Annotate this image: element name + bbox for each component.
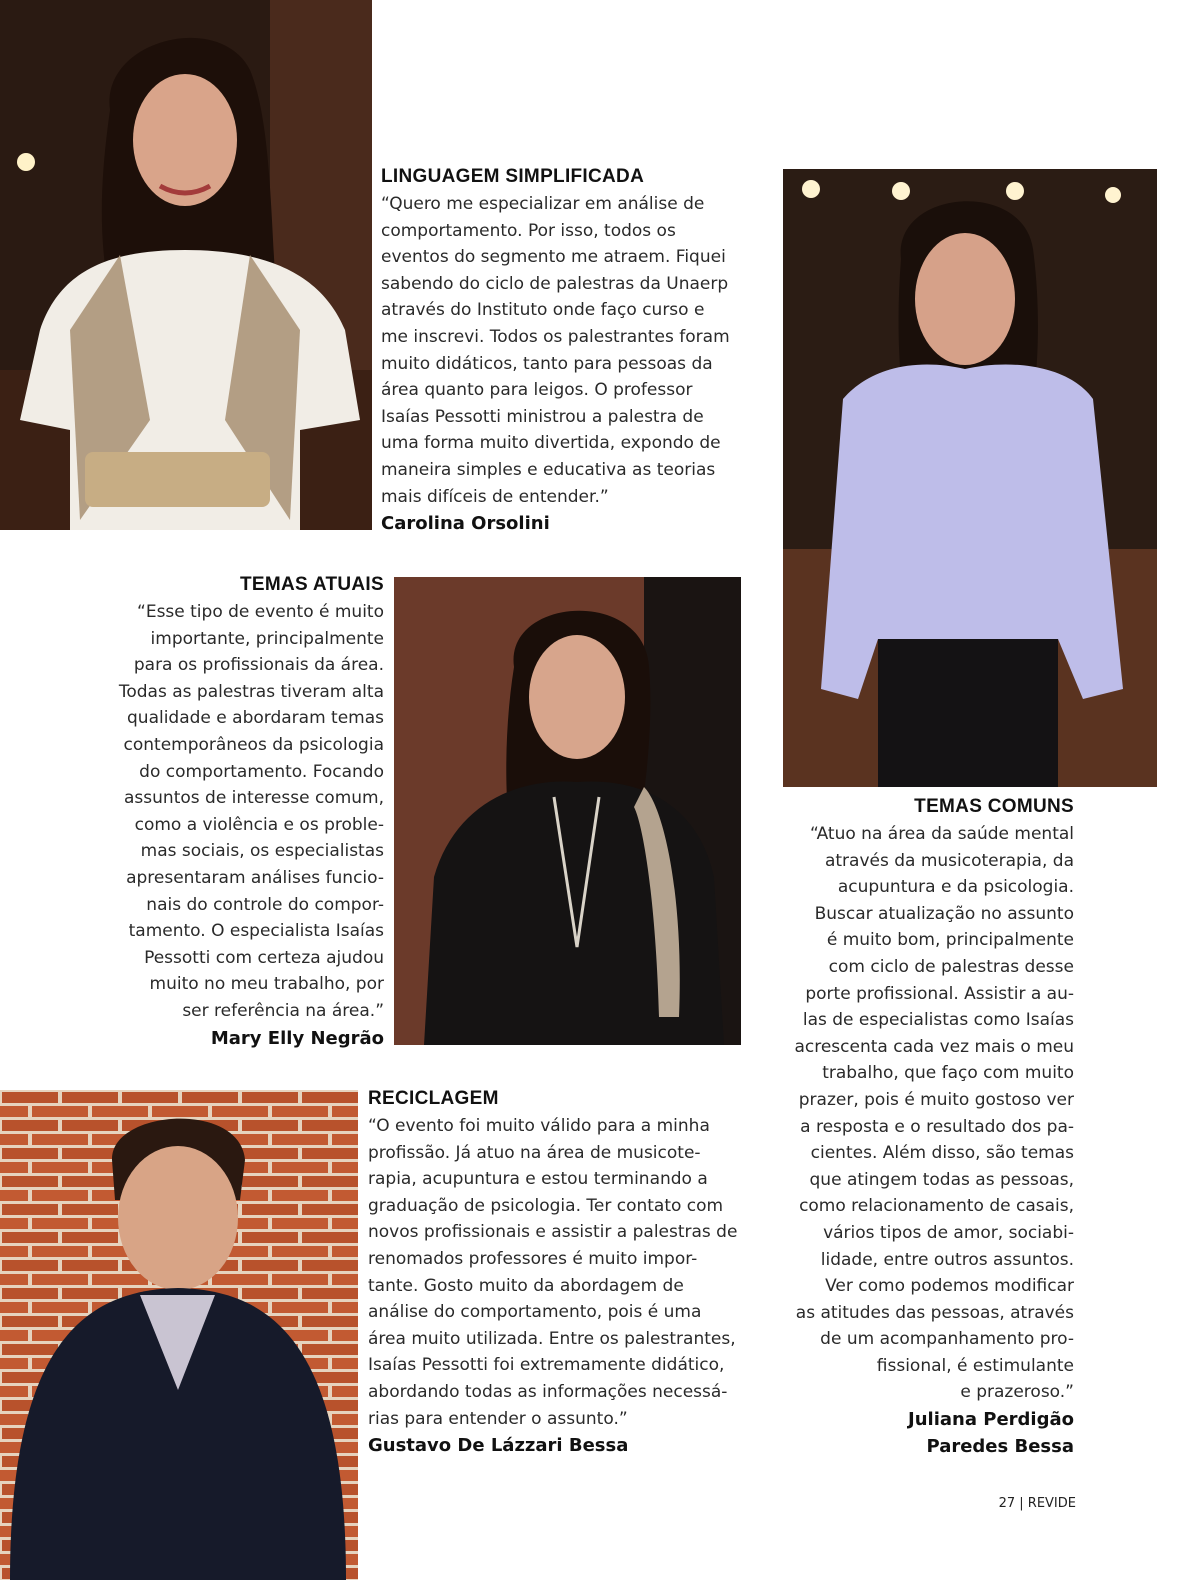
quote-line: nais do controle do compor- xyxy=(146,894,384,915)
quote-carolina-orsolini xyxy=(381,191,751,510)
quote-line: mas sociais, os especialistas xyxy=(140,841,384,862)
quote-line: de um acompanhamento pro- xyxy=(820,1329,1074,1350)
quote-line: como a violência e os proble- xyxy=(134,814,384,835)
quote-line: renomados professores é muito impor- xyxy=(368,1248,698,1269)
quote-line: área quanto para leigos. O professor xyxy=(381,380,693,401)
quote-line: las de especialistas como Isaías xyxy=(802,1010,1074,1031)
article-temas-comuns xyxy=(760,795,1074,1460)
quote-line: é muito bom, principalmente xyxy=(826,930,1074,951)
quote-line: “Esse tipo de evento é muito xyxy=(137,602,384,622)
quote-line: graduação de psicologia. Ter contato com xyxy=(368,1195,724,1216)
heading-temas-atuais: TEMAS ATUAIS xyxy=(240,574,384,595)
quote-line: através da musicoterapia, da xyxy=(824,850,1074,871)
heading-reciclagem: RECICLAGEM xyxy=(368,1088,499,1109)
quote-line: tante. Gosto muito da abordagem de xyxy=(368,1275,684,1296)
quote-line: Todas as palestras tiveram alta xyxy=(118,681,384,702)
quote-line: comportamento. Por isso, todos os xyxy=(381,220,676,241)
quote-line: vários tipos de amor, sociabi- xyxy=(823,1222,1074,1243)
quote-line: prazer, pois é muito gostoso ver xyxy=(798,1089,1074,1110)
quote-line: fissional, é estimulante xyxy=(876,1355,1074,1376)
quote-line: acrescenta cada vez mais o meu xyxy=(794,1036,1074,1057)
quote-line: trabalho, que faço com muito xyxy=(822,1063,1074,1084)
quote-line: muito no meu trabalho, por xyxy=(149,974,384,995)
author-line: Carolina Orsolini xyxy=(381,513,550,535)
quote-line: cientes. Além disso, são temas xyxy=(810,1143,1074,1164)
heading-temas-comuns: TEMAS COMUNS xyxy=(914,796,1074,817)
quote-line: análise do comportamento, pois é uma xyxy=(368,1302,702,1323)
quote-line: me inscrevi. Todos os palestrantes foram xyxy=(381,326,730,347)
quote-line: maneira simples e educativa as teorias xyxy=(381,459,716,480)
quote-gustavo-bessa xyxy=(368,1113,768,1432)
author-line: Mary Elly Negrão xyxy=(210,1027,384,1049)
quote-line: Buscar atualização no assunto xyxy=(814,903,1074,924)
quote-line: assuntos de interesse comum, xyxy=(124,788,384,809)
author-line: Juliana Perdigão xyxy=(908,1409,1074,1431)
quote-line: importante, principalmente xyxy=(150,628,384,649)
quote-line: rapia, acupuntura e estou terminando a xyxy=(368,1169,708,1190)
quote-line: profissão. Já atuo na área de musicote- xyxy=(368,1142,701,1163)
quote-line: lidade, entre outros assuntos. xyxy=(820,1249,1074,1270)
quote-line: Isaías Pessotti ministrou a palestra de xyxy=(381,406,704,427)
quote-line: que atingem todas as pessoas, xyxy=(809,1169,1074,1190)
quote-line: rias para entender o assunto.” xyxy=(368,1408,628,1429)
heading-linguagem-simplificada: LINGUAGEM SIMPLIFICADA xyxy=(381,166,645,187)
quote-line: eventos do segmento me atraem. Fiquei xyxy=(381,247,726,268)
quote-line: Ver como podemos modificar xyxy=(825,1276,1074,1297)
author-gustavo-bessa xyxy=(368,1432,768,1459)
photo-juliana-perdigao xyxy=(783,169,1157,787)
article-linguagem-simplificada xyxy=(381,165,751,537)
quote-line: novos profissionais e assistir a palestras de xyxy=(368,1222,738,1243)
quote-line: apresentaram análises funcio- xyxy=(126,867,384,888)
quote-line: com ciclo de palestras desse xyxy=(828,956,1074,977)
quote-line: ser referência na área.” xyxy=(182,1000,384,1021)
quote-mary-elly-negrao xyxy=(90,599,384,1025)
quote-line: “Quero me especializar em análise de xyxy=(381,194,705,214)
quote-line: Isaías Pessotti foi extremamente didático, xyxy=(368,1355,725,1376)
quote-line: do comportamento. Focando xyxy=(139,761,384,782)
author-line: Gustavo De Lázzari Bessa xyxy=(368,1435,629,1457)
page-number: 27 xyxy=(998,1496,1016,1511)
quote-line: mais difíceis de entender.” xyxy=(381,486,609,507)
quote-line: Pessotti com certeza ajudou xyxy=(144,947,384,968)
photo-carolina-orsolini xyxy=(0,0,372,530)
article-temas-atuais xyxy=(90,573,384,1052)
photo-gustavo-bessa xyxy=(0,1090,358,1580)
quote-line: a resposta e o resultado dos pa- xyxy=(800,1116,1074,1137)
quote-line: através do Instituto onde faço curso e xyxy=(381,300,705,321)
quote-line: as atitudes das pessoas, através xyxy=(795,1302,1074,1323)
quote-line: abordando todas as informações necessá- xyxy=(368,1381,728,1402)
quote-line: porte profissional. Assistir a au- xyxy=(805,983,1074,1004)
quote-line: muito didáticos, tanto para pessoas da xyxy=(381,353,713,374)
quote-line: sabendo do ciclo de palestras da Unaerp xyxy=(381,273,729,294)
quote-line: e prazeroso.” xyxy=(960,1382,1074,1403)
quote-line: uma forma muito divertida, expondo de xyxy=(381,433,721,454)
quote-line: contemporâneos da psicologia xyxy=(123,734,384,755)
article-reciclagem xyxy=(368,1087,768,1459)
quote-line: área muito utilizada. Entre os palestrantes, xyxy=(368,1328,736,1349)
quote-line: qualidade e abordaram temas xyxy=(127,708,384,729)
author-juliana-perdigao xyxy=(760,1406,1074,1460)
quote-line: como relacionamento de casais, xyxy=(799,1196,1074,1217)
page-footer xyxy=(999,1496,1076,1511)
photo-mary-elly-negrao xyxy=(394,577,741,1045)
quote-line: “Atuo na área da saúde mental xyxy=(809,824,1074,844)
quote-line: “O evento foi muito válido para a minha xyxy=(368,1116,710,1136)
magazine-name: REVIDE xyxy=(1027,1496,1076,1511)
author-line: Paredes Bessa xyxy=(926,1436,1074,1458)
quote-juliana-perdigao xyxy=(760,821,1074,1406)
author-carolina-orsolini xyxy=(381,510,751,537)
quote-line: tamento. O especialista Isaías xyxy=(128,921,384,942)
author-mary-elly-negrao xyxy=(90,1025,384,1052)
quote-line: acupuntura e da psicologia. xyxy=(837,877,1074,898)
quote-line: para os profissionais da área. xyxy=(133,655,384,676)
footer-separator: | xyxy=(1019,1496,1024,1511)
